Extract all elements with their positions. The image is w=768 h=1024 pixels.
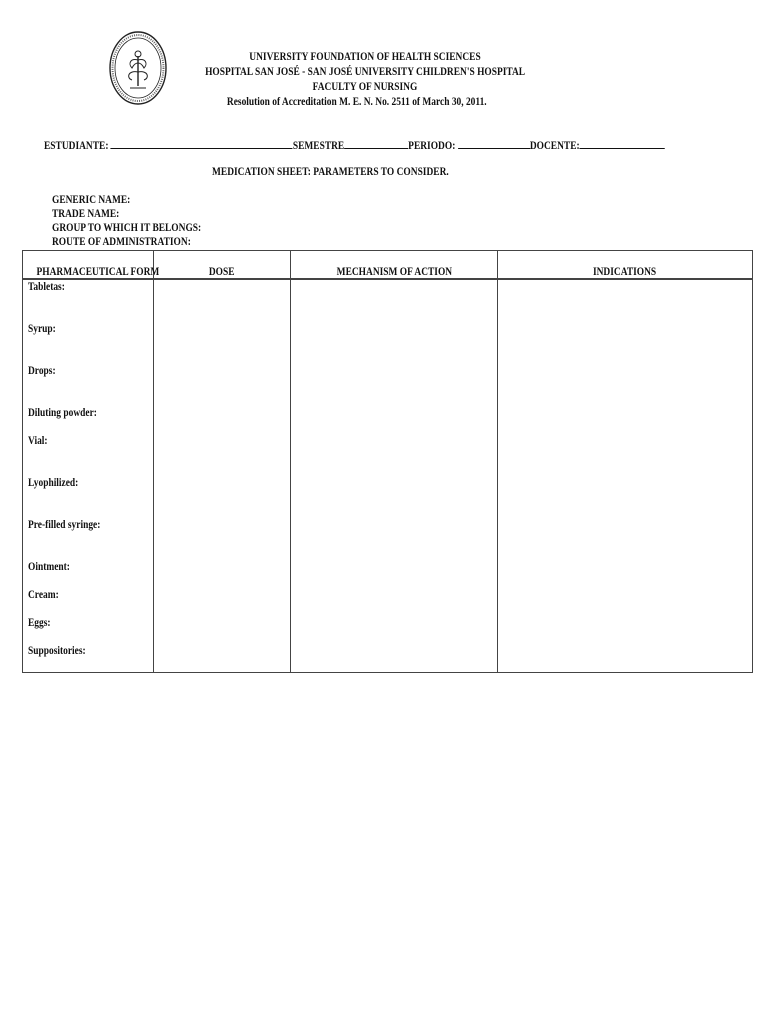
drug-fields — [52, 193, 201, 249]
medication-table — [22, 250, 753, 673]
document-header — [205, 50, 525, 110]
sheet-title: MEDICATION SHEET: PARAMETERS TO CONSIDER. — [212, 166, 449, 178]
dose-cell[interactable] — [154, 279, 291, 673]
table-header-row — [23, 251, 753, 280]
docente-blank[interactable] — [580, 137, 665, 149]
form-syrup: Syrup: — [28, 323, 56, 335]
mechanism-cell[interactable] — [291, 279, 498, 673]
form-pre-filled-syringe: Pre-filled syringe: — [28, 519, 101, 531]
form-diluting-powder: Diluting powder: — [28, 407, 97, 419]
form-lyophilized: Lyophilized: — [28, 477, 79, 489]
group-label: GROUP TO WHICH IT BELONGS: — [52, 222, 202, 234]
form-suppositories: Suppositories: — [28, 645, 86, 657]
docente-label: DOCENTE: — [529, 140, 580, 152]
form-cream: Cream: — [28, 589, 59, 601]
form-ointment: Ointment: — [28, 561, 70, 573]
header-indications: INDICATIONS — [498, 251, 753, 280]
header-pharmaceutical-form: PHARMACEUTICAL FORM — [23, 251, 154, 280]
student-info-line — [44, 137, 665, 152]
form-vial: Vial: — [28, 435, 48, 447]
form-tabletas: Tabletas: — [28, 281, 65, 293]
generic-name-label: GENERIC NAME: — [52, 194, 131, 206]
semestre-label: SEMESTRE — [292, 140, 345, 152]
header-dose: DOSE — [154, 251, 291, 280]
faculty-name: FACULTY OF NURSING — [312, 81, 418, 93]
table-body-row — [23, 279, 753, 673]
institution-name: UNIVERSITY FOUNDATION OF HEALTH SCIENCES — [249, 51, 481, 63]
periodo-blank[interactable] — [458, 137, 530, 149]
header-mechanism-of-action: MECHANISM OF ACTION — [291, 251, 498, 280]
route-label: ROUTE OF ADMINISTRATION: — [52, 236, 191, 248]
indications-cell[interactable] — [498, 279, 753, 673]
estudiante-blank[interactable] — [111, 137, 293, 149]
estudiante-label: ESTUDIANTE: — [44, 140, 109, 152]
accreditation-resolution: Resolution of Accreditation M. E. N. No. 2511 of March 30, 2011. — [226, 96, 487, 108]
trade-name-label: TRADE NAME: — [52, 208, 120, 220]
pharmaceutical-form-cell — [23, 279, 154, 673]
university-seal-logo — [108, 30, 168, 106]
hospital-name: HOSPITAL SAN JOSÉ - SAN JOSÉ UNIVERSITY CHILDREN'S HOSPITAL — [205, 66, 526, 78]
semestre-blank[interactable] — [344, 137, 408, 149]
periodo-label: PERIODO: — [408, 140, 456, 152]
form-eggs: Eggs: — [28, 617, 51, 629]
form-drops: Drops: — [28, 365, 56, 377]
